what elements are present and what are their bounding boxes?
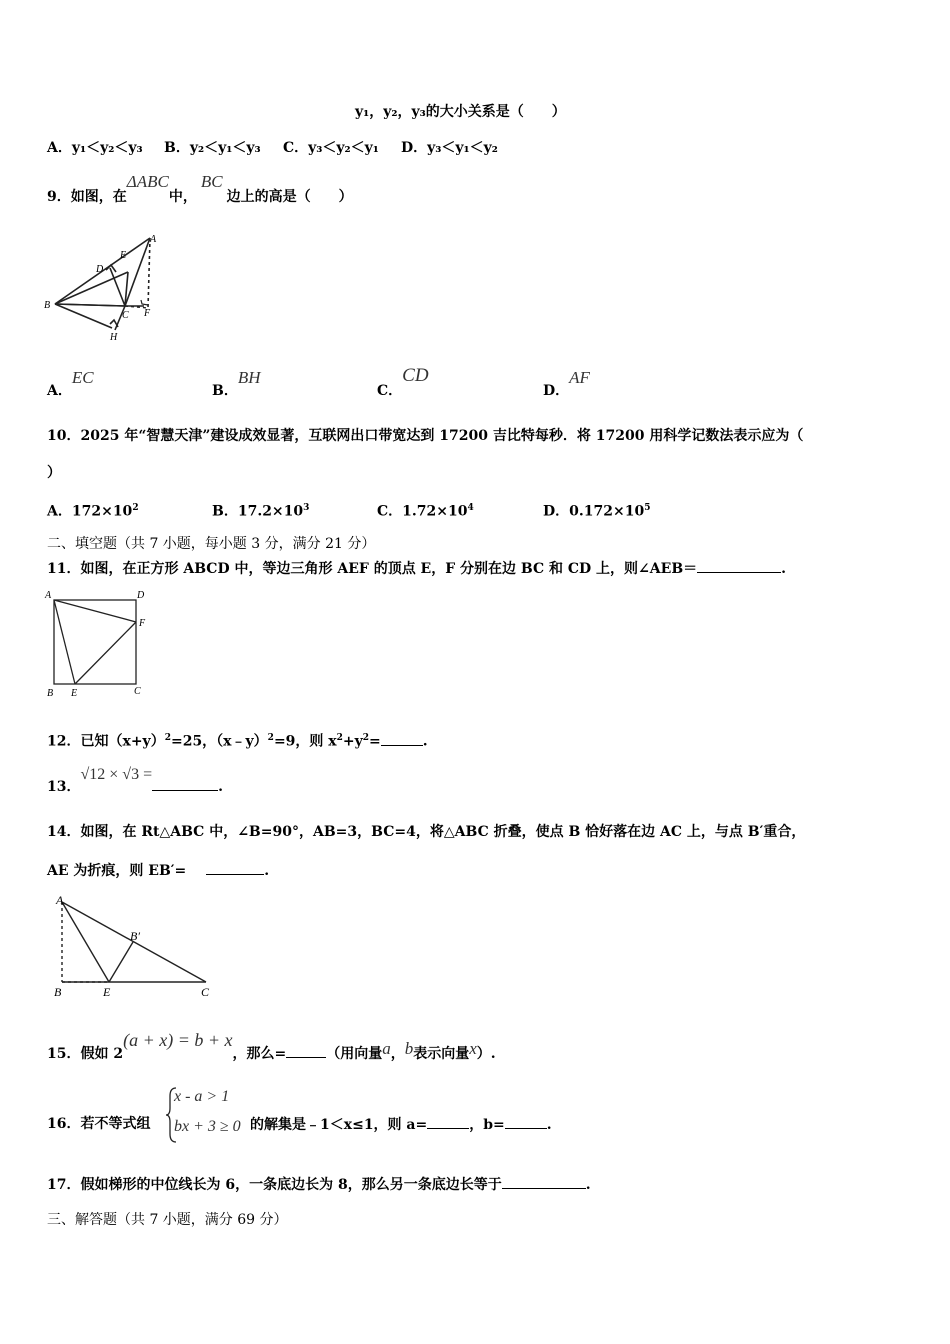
- q14-line2: AE 为折痕，则 EB′= .: [47, 860, 269, 881]
- q14-answer-blank: [206, 860, 264, 875]
- q10-option-d: D．$0.172\times 10^5$: [543, 503, 651, 520]
- q9-option-a: A．EC: [47, 368, 94, 399]
- q8-text: y₁，y₂，y₃的大小关系是（ ）: [355, 104, 566, 120]
- q16-inequality-2: bx + 3 ≥ 0: [174, 1118, 241, 1135]
- q14-label-c: C: [201, 985, 210, 999]
- q9-option-d: D．AF: [543, 368, 590, 399]
- q9-label-c: C: [122, 310, 129, 321]
- q10-option-a: A．$172\times 10^2$: [47, 503, 139, 520]
- q15-expression: (a + x) = b + x: [123, 1030, 233, 1050]
- q8-option-a: A．y₁＜y₂＜y₃: [47, 140, 143, 156]
- q10-line1: 10．2025 年“智慧天津”建设成效显著，互联网出口带宽达到 17200 吉比特每秒．将 17200 用科学记数法表示应为（: [47, 428, 804, 444]
- q14-line1: 14．如图，在 Rt△ABC 中，∠B=90°，AB=3，BC=4，将△ABC 折叠，使点 B 恰好落在边 AC 上，与点 B′重合，: [47, 824, 806, 840]
- q17-text: 17．假如梯形的中位线长为 6，一条底边长为 8，那么另一条底边长等于 .: [47, 1174, 591, 1195]
- q11-label-d: D: [137, 590, 145, 601]
- q15-answer-blank: [286, 1043, 326, 1058]
- q9-label-h: H: [110, 332, 118, 343]
- q8-option-b: B．y₂＜y₁＜y₃: [164, 140, 261, 156]
- q9-bc: BC: [200, 172, 223, 191]
- q11-answer-blank: [697, 558, 781, 573]
- q16-answer-b-blank: [505, 1114, 547, 1129]
- q14-label-bprime: B′: [130, 929, 140, 943]
- q9-label-f: F: [144, 308, 151, 319]
- q16-inequality-1: x - a > 1: [174, 1088, 230, 1105]
- section-2-heading: 二、填空题（共 7 小题，每小题 3 分，满分 21 分）: [47, 536, 376, 552]
- q12-text: 12．已知$(x+y)^2=25$，（x﹣y）$^2$=9，则 $x^2+y^2=$ .: [47, 728, 428, 752]
- q9-label-a: A: [150, 234, 157, 245]
- q11-label-e: E: [71, 688, 78, 699]
- q8-option-c: C．y₃＜y₂＜y₁: [283, 140, 379, 156]
- section-3-heading: 三、解答题（共 7 小题，满分 69 分）: [47, 1212, 288, 1228]
- q11-text: 11．如图，在正方形 ABCD 中，等边三角形 AEF 的顶点 E，F 分别在边 BC 和 CD 上，则∠AEB＝ .: [47, 558, 786, 579]
- q8-option-d: D．y₃＜y₁＜y₂: [401, 140, 498, 156]
- q9-label-d: D: [96, 264, 104, 275]
- q16-number: 16．若不等式组: [47, 1116, 151, 1132]
- q17-answer-blank: [502, 1174, 586, 1189]
- q9-triangle: ΔABC: [126, 172, 169, 191]
- q14-figure: [46, 890, 226, 1002]
- q13-expression: √12 × √3 =: [80, 766, 153, 783]
- q11-label-f: F: [139, 618, 146, 629]
- q11-label-c: C: [134, 686, 141, 697]
- q9-text: 9．如图，在ΔABC中，BC边上的高是（ ）: [47, 172, 353, 205]
- q10-option-b: B．$17.2\times 10^3$: [212, 503, 310, 520]
- q9-option-c: C．CD: [377, 365, 429, 399]
- q10-option-c: C．$1.72\times 10^4$: [377, 503, 474, 520]
- q9-label-b: B: [44, 300, 51, 311]
- q14-label-a: A: [56, 893, 64, 907]
- q9-figure: [40, 228, 170, 348]
- q12-answer-blank: [381, 731, 423, 746]
- q11-label-b: B: [47, 688, 54, 699]
- q10-line2: ）: [47, 465, 61, 481]
- q14-label-e: E: [103, 985, 111, 999]
- q15-text: 15．假如 2(a + x) = b + x，那么= （用向量a，b表示向量x）.: [47, 1030, 496, 1062]
- q14-label-b: B: [54, 985, 62, 999]
- q9-label-e: E: [120, 250, 127, 261]
- q9-option-b: B．BH: [212, 368, 261, 399]
- q11-label-a: A: [45, 590, 52, 601]
- q16-answer-a-blank: [427, 1114, 469, 1129]
- q13-answer-blank: [152, 776, 218, 791]
- q11-figure: [42, 586, 152, 702]
- q13-text: 13．√12 × √3 =.: [47, 766, 223, 795]
- q16-text: 的解集是﹣1＜x≤1，则 a= ，b= .: [250, 1114, 552, 1135]
